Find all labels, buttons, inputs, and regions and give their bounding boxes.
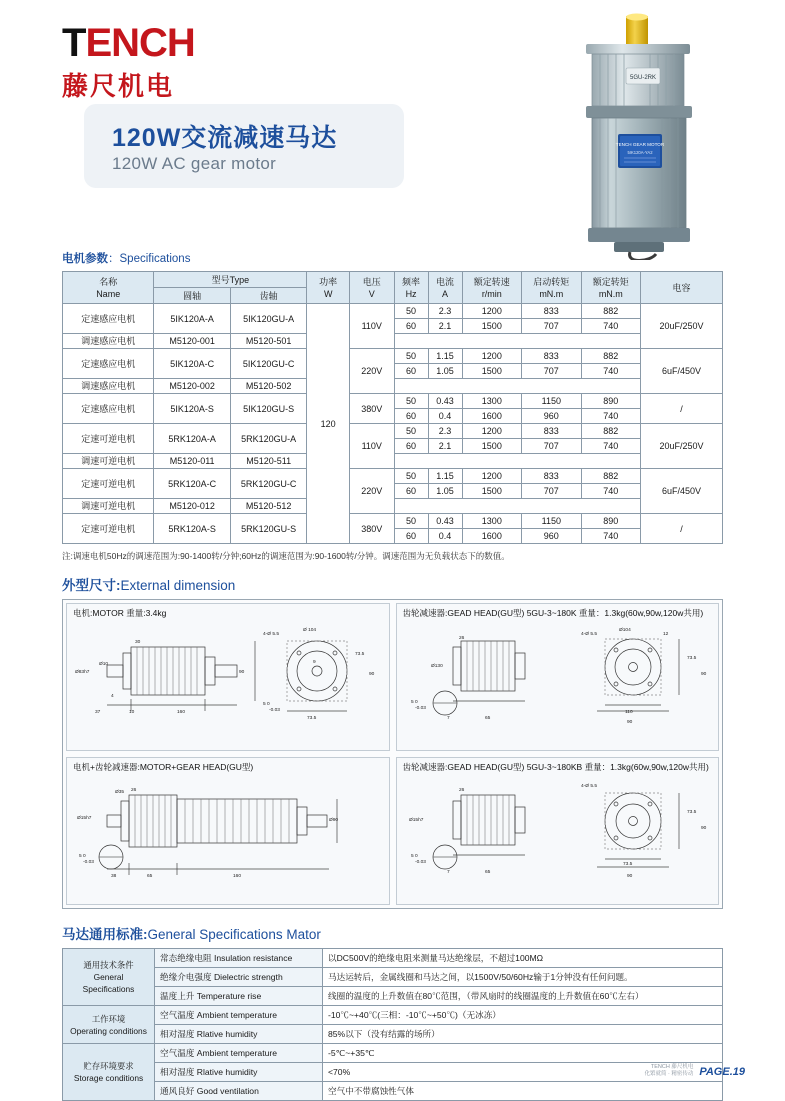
general-value: <70% (323, 1063, 723, 1082)
cell-rated-speed: 1300 (462, 394, 522, 409)
cell-start-torque: 833 (522, 469, 582, 484)
cell-name: 调速可逆电机 (63, 454, 154, 469)
th-rated-torque: 额定转矩 mN.m (581, 272, 641, 304)
svg-text:-0.03: -0.03 (83, 860, 94, 865)
brand-wordmark-rest: ENCH (85, 21, 195, 65)
th-start-torque: 启动转矩 mN.m (522, 272, 582, 304)
cell-voltage: 380V (349, 394, 394, 424)
general-specifications-body (63, 949, 723, 1101)
cell-start-torque: 1150 (522, 514, 582, 529)
svg-text:Ø15h7: Ø15h7 (77, 816, 92, 821)
svg-text:26: 26 (458, 636, 464, 641)
cell-voltage: 220V (349, 349, 394, 394)
svg-text:Ø83h7: Ø83h7 (75, 670, 90, 675)
cell-voltage: 380V (349, 514, 394, 544)
svg-text:30: 30 (135, 640, 141, 645)
general-row (63, 949, 723, 968)
cell-frequency: 50 (394, 304, 428, 319)
svg-text:5 0: 5 0 (410, 700, 418, 705)
svg-text:90: 90 (626, 720, 632, 725)
cell-rated-torque: 740 (581, 364, 641, 379)
dimension-row-2 (63, 754, 722, 908)
dimension-block-motor-drawing (67, 619, 389, 731)
cell-rated-torque: 740 (581, 409, 641, 424)
brand-wordmark (62, 22, 195, 64)
th-type-gear: 齿轴 (230, 288, 307, 304)
table-row (63, 394, 723, 409)
svg-text:26: 26 (458, 788, 464, 793)
spec-heading-en: ：Specifications (108, 253, 191, 265)
general-item: 空气温度 Ambient temperature (155, 1044, 323, 1063)
dimension-block-gearhead-kb (396, 757, 720, 905)
general-row (63, 1044, 723, 1063)
th-rated-speed: 额定转速 r/min (462, 272, 522, 304)
cell-start-torque: 1150 (522, 394, 582, 409)
th-voltage: 电压 V (349, 272, 394, 304)
dimension-row-1 (63, 600, 722, 754)
svg-text:10: 10 (129, 710, 135, 715)
cell-type-round: 5IK120A-S (154, 394, 231, 424)
svg-text:73.5: 73.5 (686, 810, 696, 815)
th-current: 电流 A (428, 272, 462, 304)
cell-blank (394, 334, 641, 349)
general-row (63, 1025, 723, 1044)
th-type-round: 圆轴 (154, 288, 231, 304)
cell-rated-speed: 1500 (462, 439, 522, 454)
svg-text:65: 65 (484, 716, 490, 721)
general-row (63, 987, 723, 1006)
dimension-block-motor-gearhead-label: 电机+齿轮减速器:MOTOR+GEAR HEAD(GU型) (73, 762, 254, 772)
cell-frequency: 50 (394, 349, 428, 364)
cell-capacitor: 6uF/450V (641, 469, 723, 514)
th-name: 名称 Name (63, 272, 154, 304)
cell-rated-torque: 882 (581, 349, 641, 364)
svg-text:4: 4 (111, 694, 114, 699)
dimension-drawings (62, 599, 723, 909)
dimension-block-gearhead-kb-label: 齿轮减速器:GEAD HEAD(GU型) 5GU-3~180KB 重量：1.3kg(60w,90w,120w共用) (402, 762, 709, 772)
svg-text:Ø130: Ø130 (430, 664, 443, 669)
svg-text:110: 110 (624, 710, 633, 715)
cell-current: 0.4 (428, 529, 462, 544)
cell-start-torque: 960 (522, 409, 582, 424)
cell-name: 定速可逆电机 (63, 514, 154, 544)
cell-rated-speed: 1200 (462, 349, 522, 364)
brand-logo (62, 22, 195, 103)
cell-name: 调速感应电机 (63, 379, 154, 394)
th-capacitor: 电容 (641, 272, 723, 304)
cell-current: 2.1 (428, 439, 462, 454)
svg-text:90: 90 (700, 672, 706, 677)
cell-type-gear: M5120-512 (230, 499, 307, 514)
svg-text:7: 7 (446, 870, 450, 875)
cell-current: 1.05 (428, 484, 462, 499)
svg-text:90: 90 (700, 826, 706, 831)
cell-capacitor: 20uF/250V (641, 424, 723, 469)
svg-text:Ø35: Ø35 (115, 790, 125, 795)
cell-rated-speed: 1200 (462, 469, 522, 484)
cell-capacitor: / (641, 514, 723, 544)
page-footer (644, 1064, 745, 1078)
svg-text:37: 37 (95, 710, 101, 715)
general-value: -5℃~+35℃ (323, 1044, 723, 1063)
general-item: 空气温度 Ambient temperature (155, 1006, 323, 1025)
th-type: 型号Type (154, 272, 307, 288)
general-group-title: 贮存环境要求 Storage conditions (63, 1044, 155, 1101)
cell-type-round: 5RK120A-A (154, 424, 231, 454)
brand-chinese-name: 藤尺机电 (62, 71, 175, 101)
cell-current: 0.4 (428, 409, 462, 424)
svg-text:12: 12 (662, 632, 668, 637)
svg-text:Ø10: Ø10 (99, 662, 109, 667)
cell-rated-torque: 890 (581, 394, 641, 409)
cell-rated-torque: 740 (581, 484, 641, 499)
cell-rated-torque: 740 (581, 319, 641, 334)
svg-text:5 0: 5 0 (79, 854, 86, 859)
cell-frequency: 60 (394, 484, 428, 499)
product-photo-drawing (530, 10, 745, 260)
photo-plate-label: TENCH GEAR MOTOR (615, 142, 665, 147)
cell-current: 1.15 (428, 469, 462, 484)
general-item: 通风良好 Good ventilation (155, 1082, 323, 1101)
table-row (63, 424, 723, 439)
cell-frequency: 60 (394, 409, 428, 424)
cell-frequency: 50 (394, 394, 428, 409)
svg-text:-0.03: -0.03 (269, 708, 280, 713)
page-number: PAGE.19 (699, 1066, 745, 1078)
cell-name: 调速感应电机 (63, 334, 154, 349)
cell-current: 0.43 (428, 394, 462, 409)
dimension-heading-en: External dimension (120, 578, 236, 593)
dimension-block-gearhead-k-label: 齿轮减速器:GEAD HEAD(GU型) 5GU-3~180K 重量：1.3kg(60w,90w,120w共用) (402, 608, 704, 618)
svg-text:90: 90 (239, 670, 245, 675)
svg-text:Ø90: Ø90 (329, 818, 339, 823)
general-heading-cn: 马达通用标准: (62, 927, 148, 942)
table-row (63, 304, 723, 319)
general-row (63, 1063, 723, 1082)
cell-start-torque: 833 (522, 349, 582, 364)
dimension-block-motor (66, 603, 390, 751)
cell-type-gear: 5IK120GU-S (230, 394, 307, 424)
svg-text:26: 26 (131, 788, 137, 793)
cell-rated-speed: 1600 (462, 529, 522, 544)
cell-current: 2.3 (428, 424, 462, 439)
cell-start-torque: 707 (522, 439, 582, 454)
dimension-block-motor-gearhead (66, 757, 390, 905)
cell-capacitor: / (641, 394, 723, 424)
cell-name: 定速可逆电机 (63, 424, 154, 454)
cell-name: 定速可逆电机 (63, 469, 154, 499)
th-power: 功率 W (307, 272, 350, 304)
svg-text:-0.03: -0.03 (414, 860, 426, 865)
svg-text:4-Ø 5.5: 4-Ø 5.5 (580, 784, 597, 789)
dimension-block-gearhead-kb-drawing (397, 773, 719, 885)
cell-voltage: 220V (349, 469, 394, 514)
cell-rated-speed: 1200 (462, 304, 522, 319)
general-value: 85%以下（没有结露的场所） (323, 1025, 723, 1044)
general-group-title: 工作环境 Operating conditions (63, 1006, 155, 1044)
cell-rated-torque: 882 (581, 469, 641, 484)
page-subtitle: 120W AC gear motor (112, 154, 277, 173)
cell-rated-torque: 882 (581, 424, 641, 439)
general-section-heading (62, 923, 785, 943)
svg-text:65: 65 (147, 874, 153, 879)
cell-rated-speed: 1500 (462, 364, 522, 379)
cell-type-gear: 5RK120GU-C (230, 469, 307, 499)
dimension-block-motor-label: 电机:MOTOR 重量:3.4kg (73, 608, 167, 618)
brand-wordmark-t: T (62, 21, 86, 65)
general-value: 空气中不带腐蚀性气体 (323, 1082, 723, 1101)
svg-text:73.5: 73.5 (307, 716, 317, 721)
cell-frequency: 60 (394, 319, 428, 334)
general-value: 线圈的温度的上升数值在80℃范围，（带风扇时的线圈温度的上升数值在60℃左右） (323, 987, 723, 1006)
svg-text:38: 38 (111, 874, 117, 879)
cell-frequency: 60 (394, 364, 428, 379)
specifications-table-head (63, 272, 723, 304)
general-value: 以DC500V的绝缘电阻来测量马达绝缘层，不超过100MΩ (323, 949, 723, 968)
general-item: 相对湿度 Rlative humidity (155, 1025, 323, 1044)
cell-capacitor: 20uF/250V (641, 304, 723, 349)
cell-power: 120 (307, 304, 350, 544)
cell-rated-torque: 890 (581, 514, 641, 529)
general-item: 绝缘介电强度 Dielectric strength (155, 968, 323, 987)
cell-type-gear: 5RK120GU-S (230, 514, 307, 544)
photo-plate-model: 5IK120A-YA2 (627, 150, 653, 155)
cell-type-gear: M5120-501 (230, 334, 307, 349)
cell-rated-torque: 882 (581, 304, 641, 319)
general-item: 相对湿度 Rlative humidity (155, 1063, 323, 1082)
dimension-section-heading (62, 574, 785, 594)
cell-type-gear: 5RK120GU-A (230, 424, 307, 454)
general-specifications-table (62, 948, 723, 1101)
svg-text:73.5: 73.5 (622, 862, 632, 867)
svg-text:90: 90 (369, 672, 375, 677)
svg-text:4-Ø 5.5: 4-Ø 5.5 (580, 632, 597, 637)
cell-name: 定速感应电机 (63, 394, 154, 424)
specifications-table (62, 271, 723, 544)
photo-gear-label: 5GU-2RK (629, 75, 657, 81)
cell-start-torque: 707 (522, 319, 582, 334)
svg-text:5 0: 5 0 (410, 854, 418, 859)
cell-type-round: 5RK120A-C (154, 469, 231, 499)
dimension-block-gearhead-k-drawing (397, 619, 719, 731)
general-value: -10℃~+40℃(三相：-10℃~+50℃)（无冰冻） (323, 1006, 723, 1025)
cell-frequency: 50 (394, 514, 428, 529)
cell-name: 定速感应电机 (63, 304, 154, 334)
dimension-heading-cn: 外型尺寸: (62, 578, 121, 593)
footer-small-text (644, 1064, 693, 1078)
cell-rated-speed: 1300 (462, 514, 522, 529)
cell-start-torque: 960 (522, 529, 582, 544)
cell-start-torque: 833 (522, 304, 582, 319)
table-row (63, 514, 723, 529)
cell-type-round: M5120-001 (154, 334, 231, 349)
svg-text:90: 90 (626, 874, 632, 879)
dimension-block-gearhead-k (396, 603, 720, 751)
cell-current: 1.15 (428, 349, 462, 364)
th-frequency: 频率 Hz (394, 272, 428, 304)
product-photo (530, 10, 745, 260)
cell-type-gear: M5120-511 (230, 454, 307, 469)
cell-frequency: 50 (394, 424, 428, 439)
general-value: 马达运转后，金属线圈和马达之间，以1500V/50/60Hz输于1分钟没有任何问题。 (323, 968, 723, 987)
cell-rated-speed: 1200 (462, 424, 522, 439)
cell-type-gear: 5IK120GU-C (230, 349, 307, 379)
cell-rated-torque: 740 (581, 439, 641, 454)
svg-text:-0.03: -0.03 (414, 706, 426, 711)
footer-small-line2: 化繁就简 · 精密传动 (644, 1071, 694, 1077)
cell-blank (394, 499, 641, 514)
cell-start-torque: 707 (522, 484, 582, 499)
cell-name: 调速可逆电机 (63, 499, 154, 514)
cell-rated-torque: 740 (581, 529, 641, 544)
cell-rated-speed: 1600 (462, 409, 522, 424)
cell-current: 2.1 (428, 319, 462, 334)
cell-name: 定速感应电机 (63, 349, 154, 379)
cell-type-round: 5IK120A-A (154, 304, 231, 334)
cell-type-round: M5120-012 (154, 499, 231, 514)
cell-start-torque: 833 (522, 424, 582, 439)
cell-type-round: 5IK120A-C (154, 349, 231, 379)
footer-small-line1: TENCH 藤尺机电 (650, 1064, 694, 1070)
spec-note: 注:调速电机50Hz的调速范围为:90-1400转/分钟;60Hz的调速范围为:90-1600转/分钟。调速范围为无负载状态下的数值。 (62, 551, 510, 561)
cell-frequency: 50 (394, 469, 428, 484)
cell-voltage: 110V (349, 304, 394, 349)
cell-blank (394, 454, 641, 469)
cell-type-round: M5120-002 (154, 379, 231, 394)
svg-text:73.5: 73.5 (355, 652, 365, 657)
svg-text:73.5: 73.5 (686, 656, 696, 661)
cell-type-round: M5120-011 (154, 454, 231, 469)
cell-voltage: 110V (349, 424, 394, 469)
general-item: 温度上升 Temperature rise (155, 987, 323, 1006)
table-row (63, 349, 723, 364)
cell-capacitor: 6uF/450V (641, 349, 723, 394)
cell-start-torque: 707 (522, 364, 582, 379)
general-row (63, 968, 723, 987)
cell-type-gear: M5120-502 (230, 379, 307, 394)
general-heading-en: General Specifications Mator (147, 927, 321, 942)
cell-frequency: 60 (394, 529, 428, 544)
specifications-table-body (63, 304, 723, 544)
svg-text:Ø104: Ø104 (618, 628, 631, 633)
cell-rated-speed: 1500 (462, 319, 522, 334)
cell-current: 1.05 (428, 364, 462, 379)
svg-text:Ø 104: Ø 104 (303, 628, 317, 633)
svg-text:9: 9 (313, 660, 316, 665)
page-title: 120W交流减速马达 (112, 124, 338, 152)
cell-type-round: 5RK120A-S (154, 514, 231, 544)
general-group-title: 通用技术条件 General Specifications (63, 949, 155, 1006)
cell-type-gear: 5IK120GU-A (230, 304, 307, 334)
cell-blank (394, 379, 641, 394)
general-row (63, 1006, 723, 1025)
svg-text:160: 160 (177, 710, 186, 715)
cell-current: 0.43 (428, 514, 462, 529)
cell-rated-speed: 1500 (462, 484, 522, 499)
cell-frequency: 60 (394, 439, 428, 454)
dimension-block-motor-gearhead-drawing (67, 773, 389, 885)
svg-text:160: 160 (233, 874, 242, 879)
cell-current: 2.3 (428, 304, 462, 319)
table-row (63, 469, 723, 484)
svg-text:5 0: 5 0 (263, 702, 270, 707)
general-row (63, 1082, 723, 1101)
svg-text:7: 7 (446, 716, 450, 721)
page-header (0, 0, 785, 250)
svg-text:4-Ø 5.5: 4-Ø 5.5 (263, 632, 279, 637)
spec-heading-cn: 电机参数 (62, 253, 108, 265)
general-item: 常态绝缘电阻 Insulation resistance (155, 949, 323, 968)
svg-text:65: 65 (484, 870, 490, 875)
svg-text:Ø15h7: Ø15h7 (408, 818, 423, 823)
